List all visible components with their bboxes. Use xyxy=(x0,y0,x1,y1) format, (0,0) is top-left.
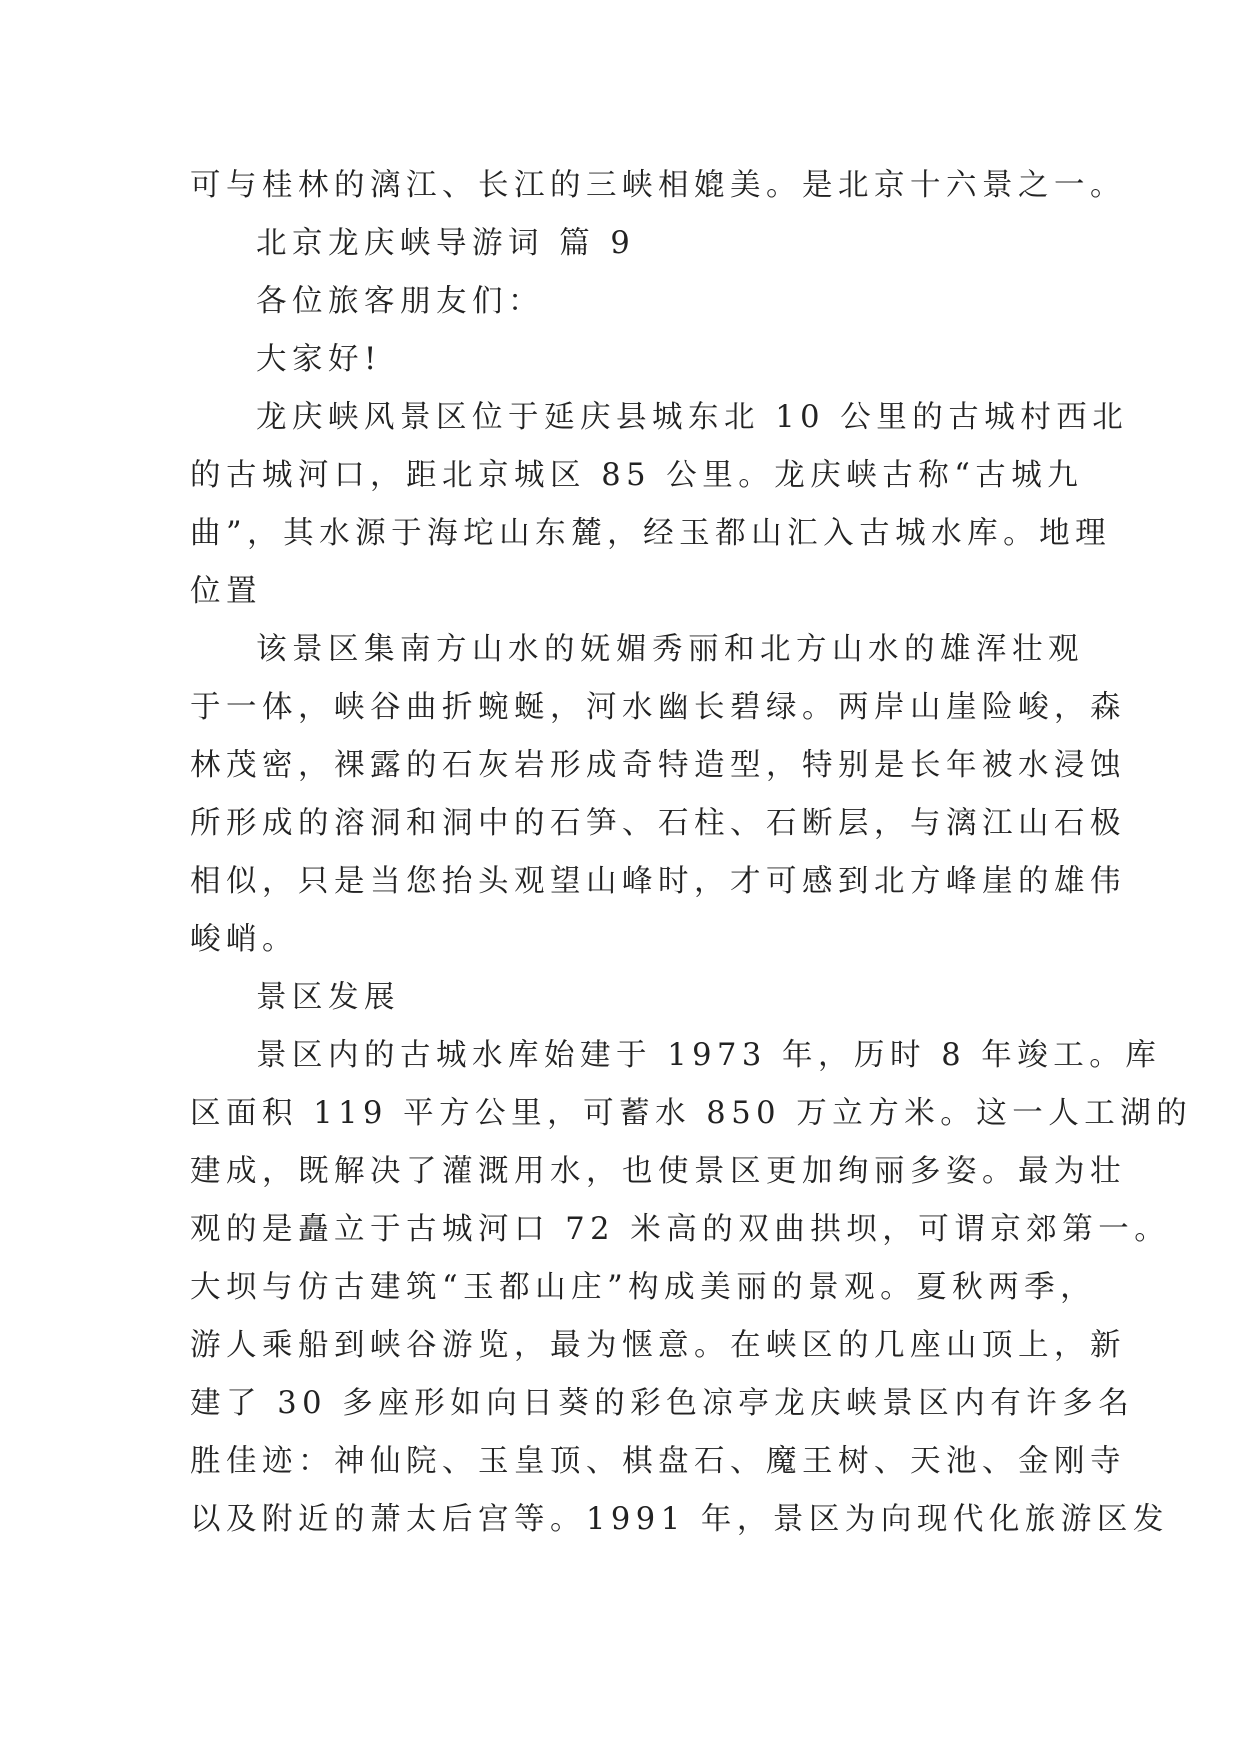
text-line: 所形成的溶洞和洞中的石笋、石柱、石断层，与漓江山石极 xyxy=(190,806,1126,841)
text-line: 以及附近的萧太后宫等。1991 年，景区为向现代化旅游区发 xyxy=(190,1502,1169,1537)
text-line: 林茂密，裸露的石灰岩形成奇特造型，特别是长年被水浸蚀 xyxy=(190,748,1126,783)
text-line: 景区发展 xyxy=(256,980,400,1015)
text-line: 于一体，峡谷曲折蜿蜒，河水幽长碧绿。两岸山崖险峻，森 xyxy=(190,690,1126,725)
text-line: 建成，既解决了灌溉用水，也使景区更加绚丽多姿。最为壮 xyxy=(190,1154,1126,1189)
text-line: 该景区集南方山水的妩媚秀丽和北方山水的雄浑壮观 xyxy=(256,632,1084,667)
body-text xyxy=(190,157,1193,1549)
text-line: 观的是矗立于古城河口 72 米高的双曲拱坝，可谓京郊第一。 xyxy=(190,1212,1171,1247)
text-line: 峻峭。 xyxy=(190,922,298,957)
text-line: 北京龙庆峡导游词 篇 9 xyxy=(256,226,636,261)
text-line: 游人乘船到峡谷游览，最为惬意。在峡区的几座山顶上，新 xyxy=(190,1328,1126,1363)
text-line: 曲”，其水源于海坨山东麓，经玉都山汇入古城水库。地理 xyxy=(190,516,1112,551)
text-line: 建了 30 多座形如向日葵的彩色凉亭龙庆峡景区内有许多名 xyxy=(190,1386,1135,1421)
text-line: 大家好! xyxy=(256,342,382,377)
text-line: 各位旅客朋友们： xyxy=(256,284,544,319)
text-line: 可与桂林的漓江、长江的三峡相媲美。是北京十六景之一。 xyxy=(190,168,1126,203)
text-line: 景区内的古城水库始建于 1973 年，历时 8 年竣工。库 xyxy=(256,1038,1162,1073)
text-line: 相似，只是当您抬头观望山峰时，才可感到北方峰崖的雄伟 xyxy=(190,864,1126,899)
text-line: 位置 xyxy=(190,574,262,609)
text-line: 大坝与仿古建筑“玉都山庄”构成美丽的景观。夏秋两季， xyxy=(190,1270,1097,1305)
text-line: 区面积 119 平方公里，可蓄水 850 万立方米。这一人工湖的 xyxy=(190,1096,1193,1131)
text-line: 胜佳迹：神仙院、玉皇顶、棋盘石、魔王树、天池、金刚寺 xyxy=(190,1444,1126,1479)
text-line: 的古城河口，距北京城区 85 公里。龙庆峡古称“古城九 xyxy=(190,458,1084,493)
text-line: 龙庆峡风景区位于延庆县城东北 10 公里的古城村西北 xyxy=(256,400,1129,435)
